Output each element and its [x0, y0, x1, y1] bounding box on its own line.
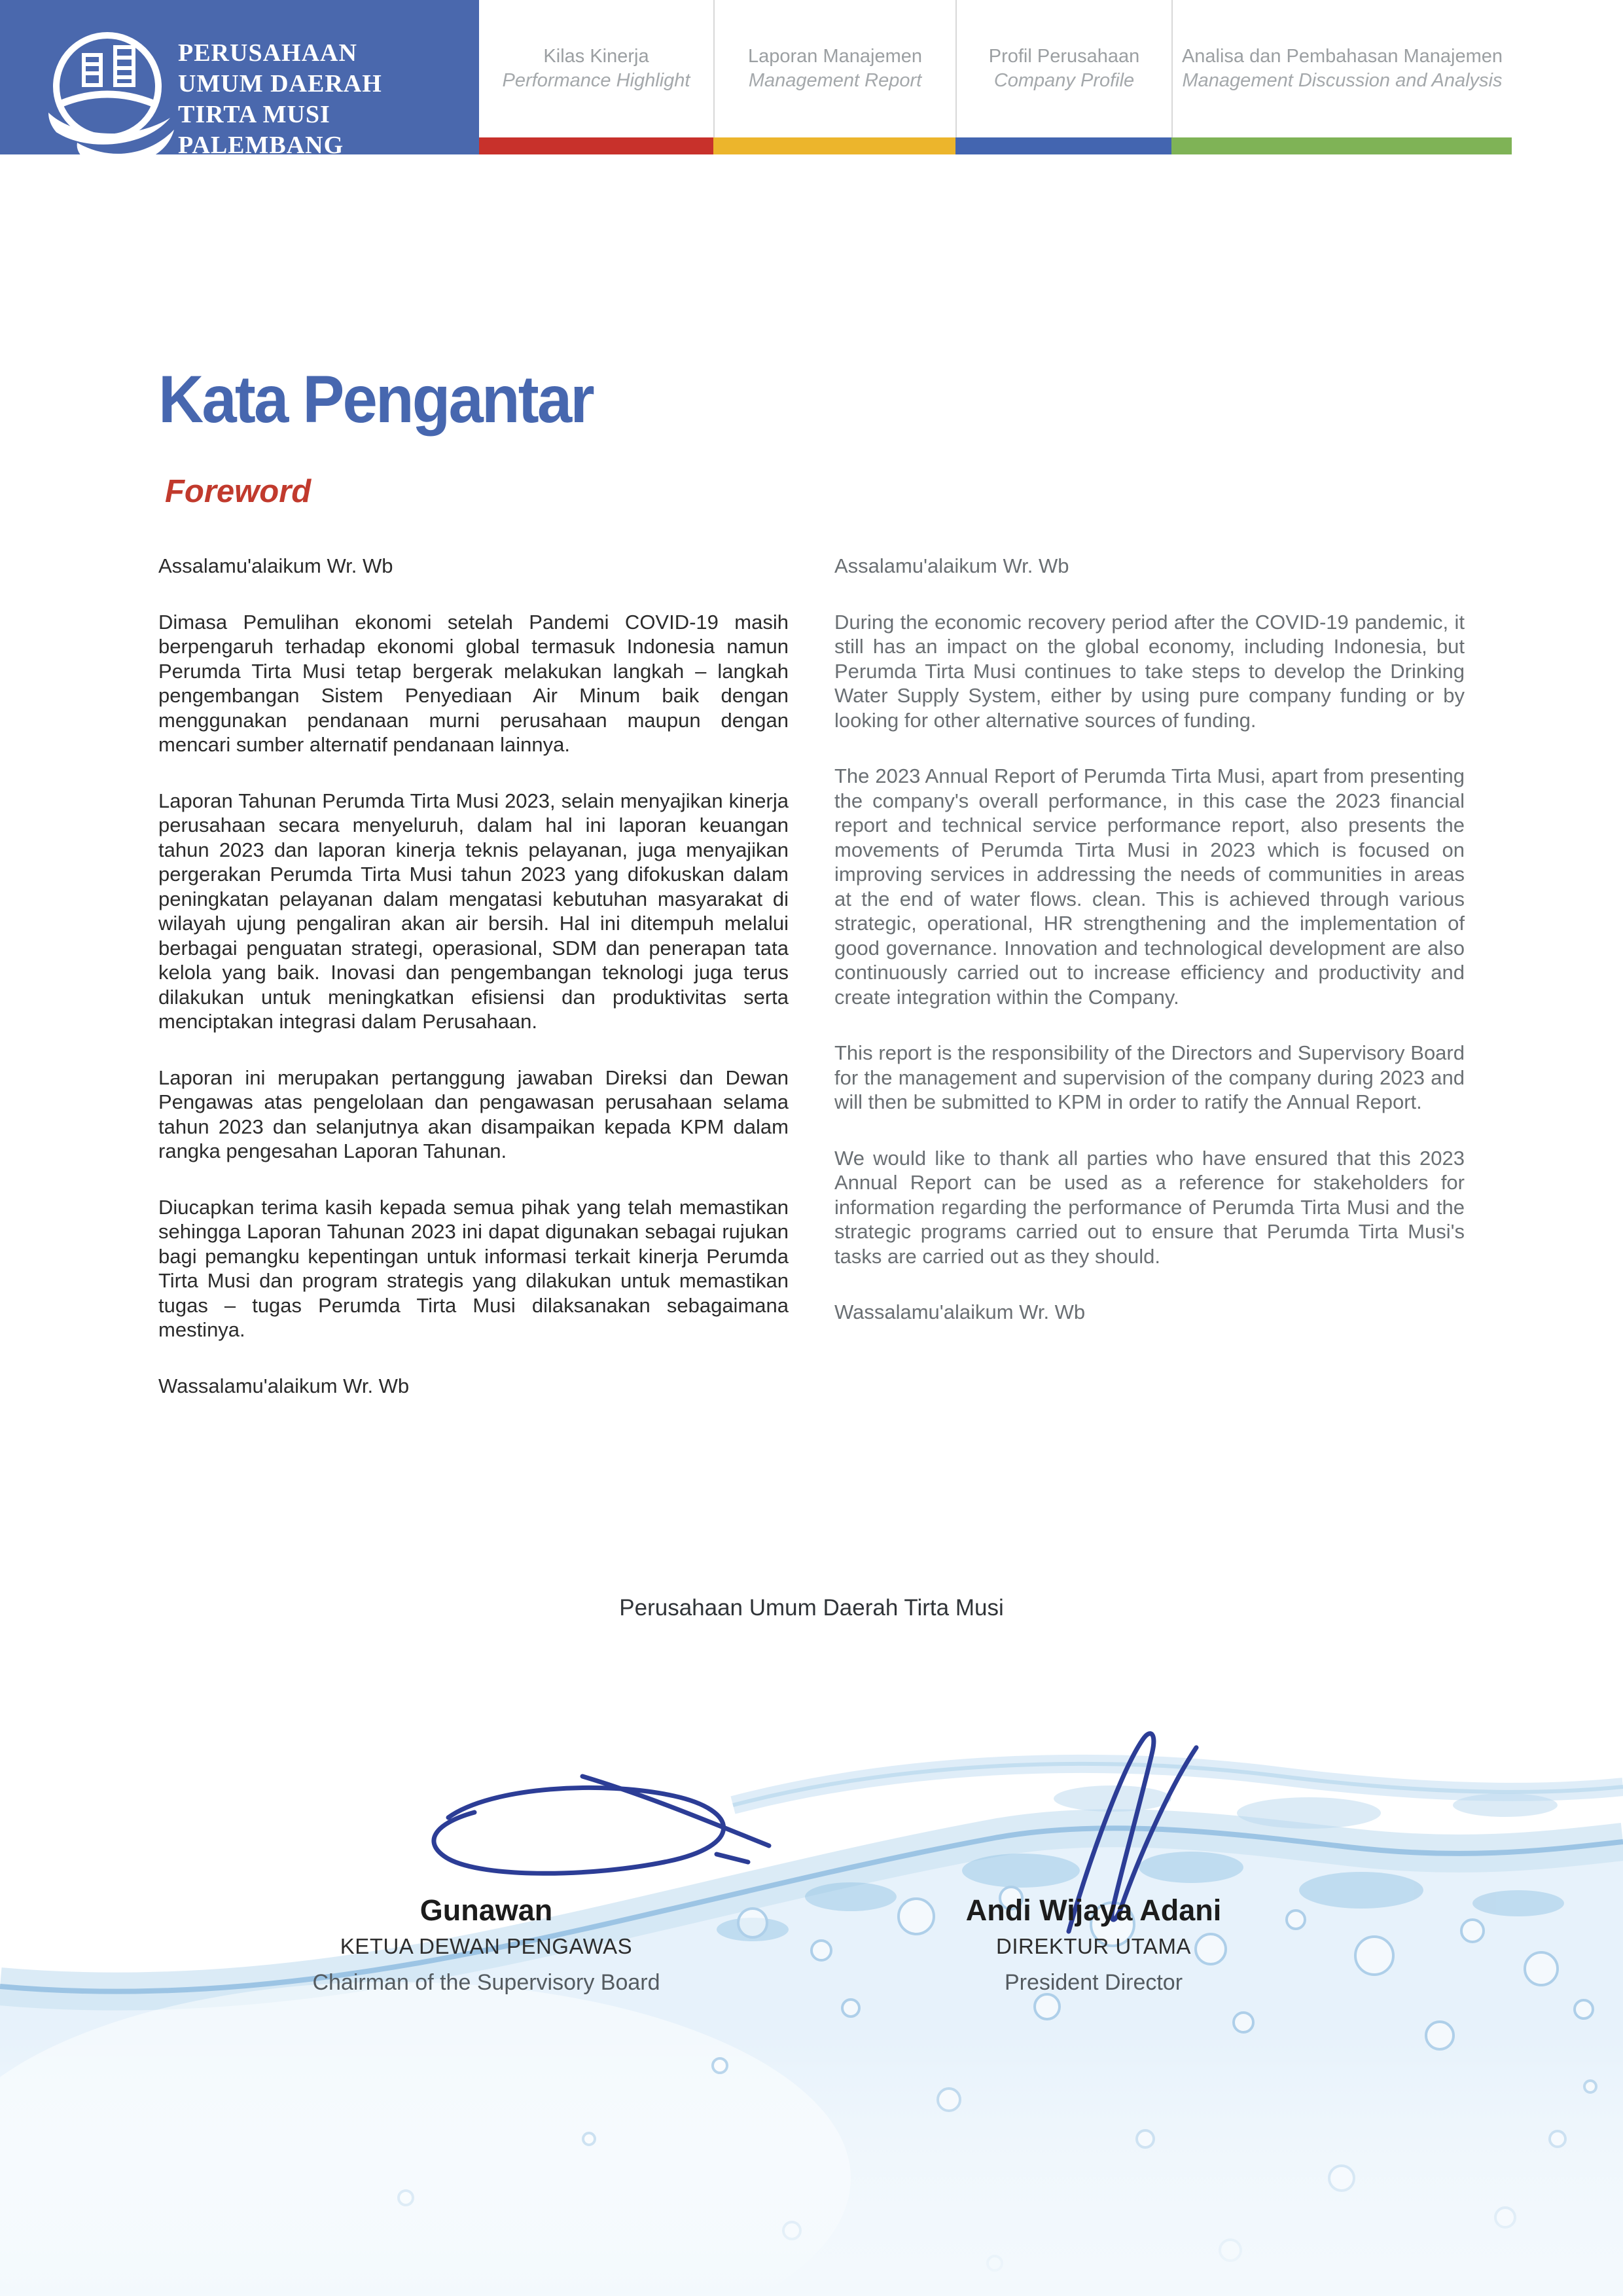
paragraph-en-2: The 2023 Annual Report of Perumda Tirta Musi, apart from presenting the company's overall performance, in this case the 2023 financial report and technical service performance report, also presents the movements of Perumda Tirta Musi in 2023 which is focused on improving services in addressing the needs of communities in areas at the end of water flows. clean. This is achieved through various strategic, operational, HR strengthening and the implementation of good governance. Innovation and technological development are also continuously carried out to increase efficiency and productivity and create integration within the Company.: [834, 764, 1465, 1009]
tab-label-en: Management Discussion and Analysis: [1182, 70, 1503, 91]
section-color-bar: [479, 137, 1512, 154]
foreword-body: [158, 554, 1465, 1429]
paragraph-id-3: Laporan ini merupakan pertanggung jawaban Direksi dan Dewan Pengawas atas pengelolaan dan pengawasan perusahaan selama tahun 2023 dan selanjutnya akan disampaikan kepada KPM dalam rangka pengesahan Laporan Tahunan.: [158, 1066, 789, 1162]
tab-company-profile[interactable]: [955, 0, 1171, 137]
color-bar-green: [1171, 137, 1512, 154]
company-line: Perusahaan Umum Daerah Tirta Musi: [619, 1595, 1004, 1621]
company-name-line2: UMUM DAERAH: [178, 70, 382, 98]
tab-management-report[interactable]: [713, 0, 955, 137]
paragraph-id-1: Dimasa Pemulihan ekonomi setelah Pandemi COVID-19 masih berpengaruh terhadap ekonomi global termasuk Indonesia namun Perumda Tirta Musi tetap bergerak melakukan langkah – langkah pengembangan Sistem Penyediaan Air Minum baik dengan menggunakan pendanaan murni perusahaan maupun dengan mencari sumber alternatif pendanaan lainnya.: [158, 610, 789, 756]
paragraph-en-4: We would like to thank all parties who have ensured that this 2023 Annual Report can be used as a reference for stakeholders for information regarding the performance of Perumda Tirta Musi and the strategic programs carried out to ensure that Perumda Tirta Musi's tasks are carried out as they should.: [834, 1146, 1465, 1268]
signatory-name: Andi Wijaya Adani: [965, 1893, 1222, 1927]
signatory-title-id: KETUA DEWAN PENGAWAS: [340, 1934, 633, 1958]
company-name: [178, 38, 479, 161]
color-bar-blue: [955, 137, 1171, 154]
tirta-musi-logo-icon: [34, 14, 185, 154]
page-subtitle: Foreword: [165, 474, 312, 509]
tab-label-id: Laporan Manajemen: [747, 46, 922, 67]
tab-label-id: Kilas Kinerja: [543, 46, 649, 67]
tab-label-id: Analisa dan Pembahasan Manajemen: [1181, 46, 1503, 67]
company-name-line3: TIRTA MUSI PALEMBANG: [178, 101, 344, 159]
paragraph-id-4: Diucapkan terima kasih kepada semua pihak yang telah memastikan sehingga Laporan Tahunan 2023 ini dapat digunakan sebagai rujukan bagi pemangku kepentingan untuk informasi terkait kinerja Perumda Tirta Musi dan program strategis yang dilakukan untuk memastikan tugas – tugas Perumda Tirta Musi dilaksanakan sebagaimana mestinya.: [158, 1195, 789, 1341]
signatory-title-en: Chairman of the Supervisory Board: [312, 1970, 660, 1995]
tab-label-en: Management Report: [748, 70, 922, 91]
tab-label-en: Company Profile: [993, 70, 1135, 91]
signatory-name: Gunawan: [419, 1893, 553, 1927]
page-title: Kata Pengantar: [158, 362, 593, 437]
signatory-title-id: DIREKTUR UTAMA: [996, 1934, 1191, 1958]
signatory-supervisory-board: [238, 1893, 735, 2000]
tab-label-en: Performance Highlight: [502, 70, 690, 91]
company-name-line1: PERUSAHAAN: [178, 39, 357, 67]
paragraph-en-1: During the economic recovery period after the COVID-19 pandemic, it still has an impact on the global economy, including Indonesia, but Perumda Tirta Musi continues to take steps to develop the Drinking Water Supply System, either by using pure company funding or by looking for other alternative sources of funding.: [834, 610, 1465, 732]
paragraph-id-2: Laporan Tahunan Perumda Tirta Musi 2023, selain menyajikan kinerja perusahaan secara menyeluruh, dalam hal ini laporan keuangan tahun 2023 dan laporan kinerja teknis pelayanan, juga menyajikan pergerakan Perumda Tirta Musi tahun 2023 yang difokuskan dalam peningkatan pelayanan dalam mengatasi kebutuhan masyarakat di wilayah ujung pengaliran akan air bersih. Hal ini ditempuh melalui berbagai penguatan strategi, operasional, SDM dan penerapan tata kelola yang baik. Inovasi dan pengembangan teknologi juga terus dilakukan untuk meningkatkan efisiensi dan produktivitas serta menciptakan integrasi dalam Perusahaan.: [158, 789, 789, 1033]
gunawan-signature-image: [386, 1768, 792, 1890]
greeting-id: Assalamu'alaikum Wr. Wb: [158, 554, 393, 577]
tab-management-discussion[interactable]: [1171, 0, 1512, 137]
paragraph-en-3: This report is the responsibility of the Directors and Supervisory Board for the management and supervision of the company during 2023 and will then be submitted to KPM in order to ratify the Annual Report.: [834, 1041, 1465, 1113]
color-bar-red: [479, 137, 713, 154]
tab-performance-highlight[interactable]: [479, 0, 713, 137]
signatory-president-director: [845, 1893, 1342, 2000]
section-nav: [479, 0, 1512, 137]
closing-id: Wassalamu'alaikum Wr. Wb: [158, 1374, 410, 1397]
company-logo-block: [0, 0, 479, 159]
greeting-en: Assalamu'alaikum Wr. Wb: [834, 554, 1069, 577]
closing-en: Wassalamu'alaikum Wr. Wb: [834, 1300, 1086, 1323]
column-english: [834, 554, 1465, 1429]
color-bar-yellow: [713, 137, 955, 154]
tab-label-id: Profil Perusahaan: [988, 46, 1140, 67]
signatory-title-en: President Director: [1004, 1970, 1183, 1995]
column-indonesian: [158, 554, 789, 1429]
